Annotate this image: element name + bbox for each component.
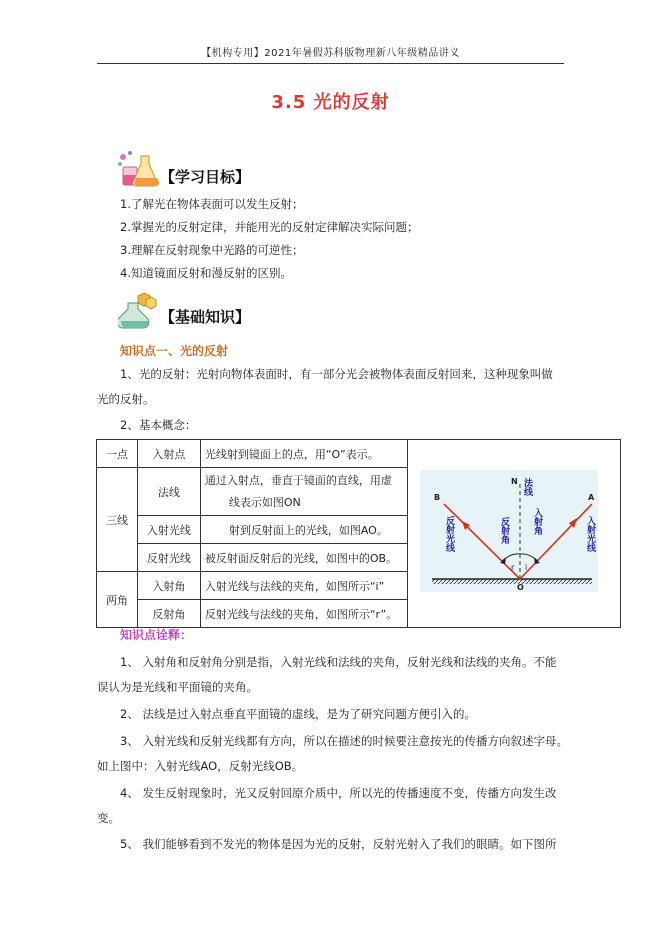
definition-cell bbox=[200, 468, 408, 516]
paragraph-line: 1、 入射角和反射角分别是指，入射光线和法线的夹角，反射光线和法线的夹角。不能 bbox=[120, 655, 557, 669]
beaker-icon bbox=[118, 291, 162, 329]
definition-cell: 被反射面反射后的光线，如图中的OB。 bbox=[200, 544, 408, 572]
paragraph-line: 5、 我们能够看到不发光的物体是因为光的反射，反射光射入了我们的眼睛。如下图所 bbox=[120, 837, 557, 851]
header-divider bbox=[97, 63, 564, 64]
term-cell: 反射光线 bbox=[137, 544, 200, 572]
paragraph-line: 2、 法线是过入射点垂直平面镜的虚线，是为了研究问题方便引入的。 bbox=[120, 707, 476, 721]
group-label: 两角 bbox=[97, 572, 138, 628]
paragraph-line: 变。 bbox=[97, 811, 120, 825]
group-label: 三线 bbox=[97, 468, 138, 572]
flask-icon bbox=[115, 150, 159, 188]
incident-ray bbox=[520, 504, 592, 579]
paragraph-line: 如上图中：入射光线AO，反射光线OB。 bbox=[97, 759, 304, 773]
definition-cell: 反射光线与法线的夹角，如图所示“r”。 bbox=[200, 600, 408, 628]
table-row bbox=[97, 440, 621, 468]
paragraph-line: 4、 发生反射现象时，光又反射回原介质中，所以光的传播速度不变，传播方向发生改 bbox=[120, 786, 557, 800]
term-cell: 入射点 bbox=[137, 440, 200, 468]
paragraph-line: 1、光的反射：光射向物体表面时，有一部分光会被物体表面反射回来，这种现象叫做 bbox=[120, 367, 553, 381]
label-incident-ray: 入射光线 bbox=[585, 516, 595, 552]
notes-heading: 知识点诠释： bbox=[120, 628, 193, 642]
definition-line: 线表示如图ON bbox=[228, 495, 301, 509]
definition-cell: 入射光线与法线的夹角，如图所示“i” bbox=[200, 572, 408, 600]
term-cell: 入射角 bbox=[137, 572, 200, 600]
knowledge-point-heading: 知识点一、光的反射 bbox=[120, 344, 229, 358]
term-cell: 入射光线 bbox=[137, 516, 200, 544]
label-o: O bbox=[517, 583, 524, 592]
label-b: B bbox=[434, 493, 441, 502]
goal-item: 2.掌握光的反射定律，并能用光的反射定律解决实际问题； bbox=[120, 220, 419, 234]
label-incident-angle: 入射角 bbox=[532, 508, 542, 535]
label-reflect-angle: 反射角 bbox=[499, 517, 509, 544]
goal-item: 3.理解在反射现象中光路的可逆性； bbox=[120, 243, 304, 257]
goal-item: 4.知道镜面反射和漫反射的区别。 bbox=[120, 266, 292, 280]
page-title: 3.5 光的反射 bbox=[271, 92, 390, 113]
term-cell: 反射角 bbox=[137, 600, 200, 628]
page-header: 【机构专用】2021年暑假苏科版物理新八年级精品讲义 bbox=[201, 48, 460, 59]
reflection-diagram bbox=[420, 470, 598, 592]
label-reflected-ray: 反射光线 bbox=[444, 516, 454, 552]
definition-text: 射到反射面上的光线，如图AO。 bbox=[228, 523, 388, 537]
label-r: r bbox=[511, 563, 515, 572]
paragraph-line: 2、基本概念： bbox=[120, 418, 197, 432]
group-label: 一点 bbox=[97, 440, 138, 468]
paragraph-line: 误认为是光线和平面镜的夹角。 bbox=[97, 680, 258, 694]
basics-heading: 【基础知识】 bbox=[160, 308, 251, 326]
goal-item: 1.了解光在物体表面可以发生反射； bbox=[120, 197, 304, 211]
definition-line: 通过入射点，垂直于镜面的直线，用虚 bbox=[204, 473, 392, 487]
definition-cell: 光线射到镜面上的点，用“O”表示。 bbox=[200, 440, 408, 468]
label-a: A bbox=[588, 493, 595, 502]
paragraph-line: 光的反射。 bbox=[97, 392, 155, 406]
term-cell: 法线 bbox=[137, 468, 200, 516]
goals-heading: 【学习目标】 bbox=[160, 168, 251, 186]
label-n: N bbox=[511, 477, 518, 486]
label-normal: 法线 bbox=[522, 478, 532, 496]
paragraph-line: 3、 入射光线和反射光线都有方向，所以在描述的时候要注意按光的传播方向叙述字母。 bbox=[120, 734, 568, 748]
label-i: i bbox=[525, 563, 528, 572]
definition-cell bbox=[200, 516, 408, 544]
